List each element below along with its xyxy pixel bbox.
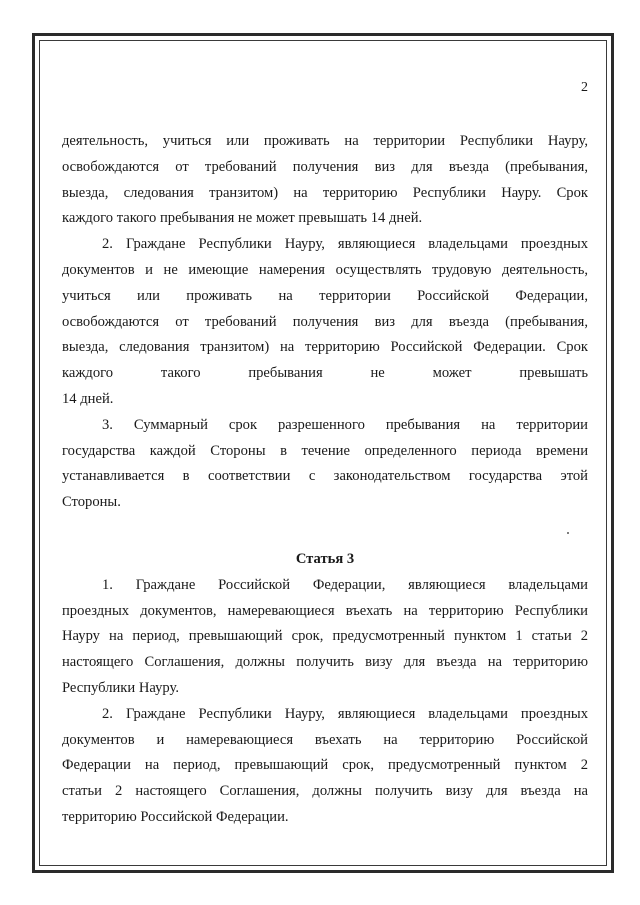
text-line: каждого такого пребывания не может превышать [62, 365, 588, 382]
paragraph-article2-point3 [62, 413, 588, 516]
text-line: настоящего Соглашения, должны получить визу для въезда на территорию [62, 654, 588, 671]
text-line: освобождаются от требований получения виз для въезда (пребывания, [62, 313, 588, 330]
page-number: 2 [581, 80, 588, 95]
text-line: выезда, следования транзитом) на территорию Республики Науру. Срок [62, 184, 588, 201]
paragraph-article3-point1 [62, 573, 588, 702]
text-line: каждого такого пребывания не может превышать 14 дней. [62, 210, 423, 227]
paragraph-continuation [62, 129, 588, 232]
text-line: территорию Российской Федерации. [62, 808, 289, 825]
text-line: документов и не имеющие намерения осуществлять трудовую деятельность, [62, 261, 588, 278]
text-line: Республики Науру. [62, 679, 180, 696]
text-line: выезда, следования транзитом) на территорию Российской Федерации. Срок [62, 339, 588, 356]
article-heading: Статья 3 [295, 550, 355, 567]
text-line: документов и намеревающиеся въехать на территорию Российской [62, 731, 588, 748]
text-line: государства каждой Стороны в течение определенного периода времени [62, 442, 588, 459]
text-line: деятельность, учиться или проживать на территории Республики Науру, [62, 133, 588, 149]
text-line: Федерации на период, превышающий срок, предусмотренный пунктом 2 [62, 757, 588, 774]
text-line: учиться или проживать на территории Российской Федерации, [62, 287, 588, 304]
text-line: проездных документов, намеревающиеся въехать на территорию Республики [62, 602, 588, 619]
text-line: Науру на период, превышающий срок, предусмотренный пунктом 1 статьи 2 [62, 628, 588, 645]
document-body [62, 78, 588, 831]
text-line: статьи 2 настоящего Соглашения, должны получить визу для въезда на [62, 783, 588, 800]
text-line: 1. Граждане Российской Федерации, являющиеся владельцами [102, 576, 588, 593]
text-line: 3. Суммарный срок разрешенного пребывания на территории [102, 416, 588, 433]
text-line: освобождаются от требований получения виз для въезда (пребывания, [62, 158, 588, 175]
text-line: устанавливается в соответствии с законодательством государства этой [62, 468, 588, 485]
paragraph-article3-point2 [62, 702, 588, 831]
paragraph-article2-point2 [62, 232, 588, 413]
text-line: 2. Граждане Республики Науру, являющиеся владельцами проездных [102, 705, 588, 722]
text-line: 2. Граждане Республики Науру, являющиеся владельцами проездных [102, 236, 588, 253]
text-line: 14 дней. [62, 390, 114, 407]
text-line: Стороны. [62, 494, 121, 511]
